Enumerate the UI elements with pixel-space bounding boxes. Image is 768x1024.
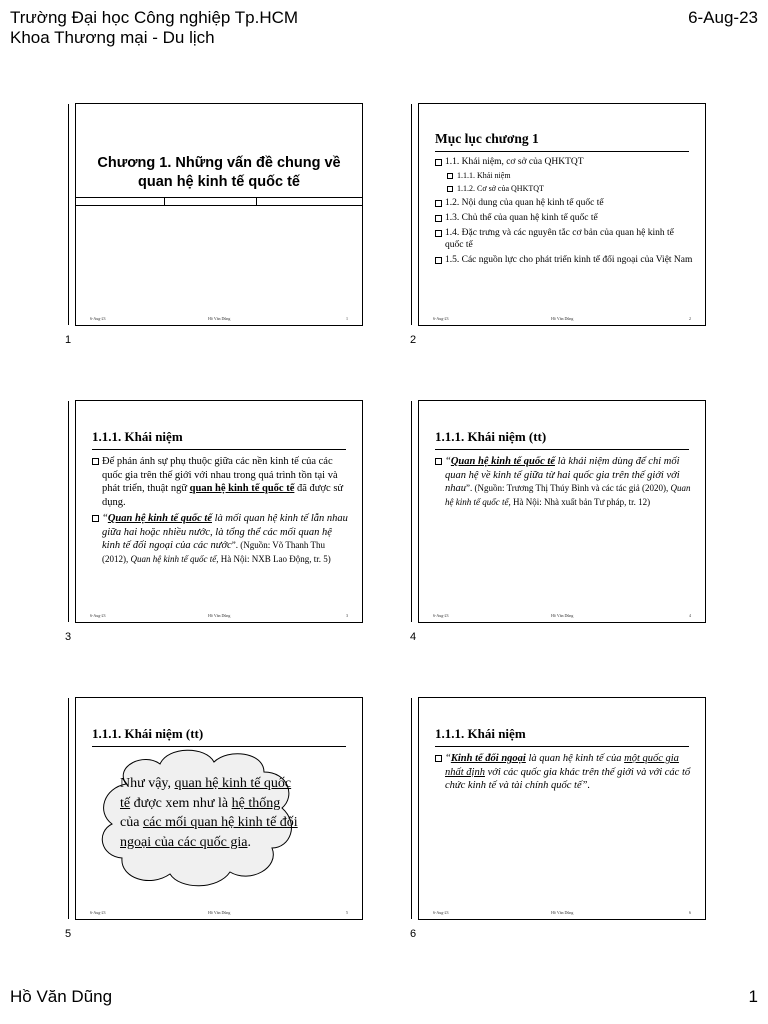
paragraph: “Quan hệ kinh tế quốc tế là mối quan hệ kinh tế lẫn nhau giữa hai hoặc nhiều nước, là tổng thể các mối quan hệ kinh tế đối ngoại của các nước”. (Nguồn: Võ Thanh Thu (2012), Quan hệ kinh tế quốc tế, Hà Nội: NXB Lao Động, tr. 5) [92,512,350,566]
paragraph: Để phản ánh sự phụ thuộc giữa các nền kinh tế của các quốc gia trên thế giới với nhau trong quá trình tồn tại và phát triển, thuật ngữ quan hệ kinh tế quốc tế đã được sử dụng. [92,455,350,509]
page-number: 1 [748,987,758,1006]
faculty-name: Khoa Thương mại - Du lịch [10,28,215,47]
header-date: 6-Aug-23 [688,8,758,27]
slide-title: 1.1.1. Khái niệm (tt) [92,726,346,747]
slide-5: 1.1.1. Khái niệm (tt) Như vậy, quan hệ kinh tế quốc tế được xem như là hệ thống của các mối quan hệ kinh tế đối ngoại của các quốc gia. 6-Aug-23 Hồ Văn Dũng 5 [75,697,363,920]
paragraph: “Kinh tế đối ngoại là quan hệ kinh tế của một quốc gia nhất định với các quốc gia khác trên thế giới và với các tổ chức kinh tế và tài chính quốc tế”. [435,752,693,793]
slide-2: Mục lục chương 1 1.1. Khái niệm, cơ sở của QHKTQT 1.1.1. Khái niệm 1.1.2. Cơ sở của QHKTQT 1.2. Nội dung của quan hệ kinh tế quốc tế 1.3. Chủ thể của quan hệ kinh tế quốc tế 1.4. Đặc trưng và các nguyên tắc cơ bản của quan hệ kinh tế quốc tế 1.5. Các nguồn lực cho phát triển kinh tế đối ngoại của Việt Nam 6-Aug-23 Hồ Văn Dũng 2 [418,103,706,326]
slide-number: 4 [410,631,417,643]
slide-body [435,455,693,511]
slide-number: 5 [65,928,72,940]
slide-number: 6 [410,928,417,940]
slide-title: 1.1.1. Khái niệm [435,726,689,747]
slide-title: Chương 1. Những vấn đề chung về quan hệ kinh tế quốc tế [97,155,341,190]
footer-author: Hồ Văn Dũng [10,987,113,1006]
toc-item: 1.1. Khái niệm, cơ sở của QHKTQT [435,156,693,168]
slide-body [435,752,693,795]
paragraph: “Quan hệ kinh tế quốc tế là khái niệm dùng để chỉ mối quan hệ về kinh tế giữa từ hai quốc gia trên thế giới với nhau”. (Nguồn: Trương Thị Thúy Bình và các tác giả (2020), Quan hệ kinh tế quốc tế, Hà Nội: Nhà xuất bản Tư pháp, tr. 12) [435,455,693,509]
slide-body [92,455,350,568]
slide-title: Mục lục chương 1 [435,131,689,152]
slide-title: 1.1.1. Khái niệm (tt) [435,429,689,450]
slide-title: 1.1.1. Khái niệm [92,429,346,450]
title-bar [76,197,362,206]
slide-number: 1 [65,334,72,346]
toc-item: 1.5. Các nguồn lực cho phát triển kinh tế đối ngoại của Việt Nam [435,254,693,266]
toc-list [435,156,693,268]
slide-4: 1.1.1. Khái niệm (tt) “Quan hệ kinh tế quốc tế là khái niệm dùng để chỉ mối quan hệ về kinh tế giữa từ hai quốc gia trên thế giới với nhau”. (Nguồn: Trương Thị Thúy Bình và các tác giả (2020), Quan hệ kinh tế quốc tế, Hà Nội: Nhà xuất bản Tư pháp, tr. 12) 6-Aug-23 Hồ Văn Dũng 4 [418,400,706,623]
slide-number: 2 [410,334,417,346]
slide-number: 3 [65,631,72,643]
slide-6: 1.1.1. Khái niệm “Kinh tế đối ngoại là quan hệ kinh tế của một quốc gia nhất định với các quốc gia khác trên thế giới và với các tổ chức kinh tế và tài chính quốc tế”. 6-Aug-23 Hồ Văn Dũng 6 [418,697,706,920]
toc-item: 1.2. Nội dung của quan hệ kinh tế quốc tế [435,197,693,209]
toc-item: 1.4. Đặc trưng và các nguyên tắc cơ bản của quan hệ kinh tế quốc tế [435,227,693,251]
toc-subitem: 1.1.2. Cơ sở của QHKTQT [447,183,693,194]
toc-item: 1.3. Chủ thể của quan hệ kinh tế quốc tế [435,212,693,224]
slide-1: Chương 1. Những vấn đề chung về quan hệ kinh tế quốc tế 6-Aug-23 Hồ Văn Dũng 1 [75,103,363,326]
toc-subitem: 1.1.1. Khái niệm [447,170,693,181]
slide-3: 1.1.1. Khái niệm Để phản ánh sự phụ thuộc giữa các nền kinh tế của các quốc gia trên thế giới với nhau trong quá trình tồn tại và phát triển, thuật ngữ quan hệ kinh tế quốc tế đã được sử dụng. “Quan hệ kinh tế quốc tế là mối quan hệ kinh tế lẫn nhau giữa hai hoặc nhiều nước, là tổng thể các mối quan hệ kinh tế đối ngoại của các nước”. (Nguồn: Võ Thanh Thu (2012), Quan hệ kinh tế quốc tế, Hà Nội: NXB Lao Động, tr. 5) 6-Aug-23 Hồ Văn Dũng 3 [75,400,363,623]
university-name: Trường Đại học Công nghiệp Tp.HCM [10,8,299,27]
cloud-text: Như vậy, quan hệ kinh tế quốc tế được xem như là hệ thống của các mối quan hệ kinh tế đối ngoại của các quốc gia. [120,776,298,850]
